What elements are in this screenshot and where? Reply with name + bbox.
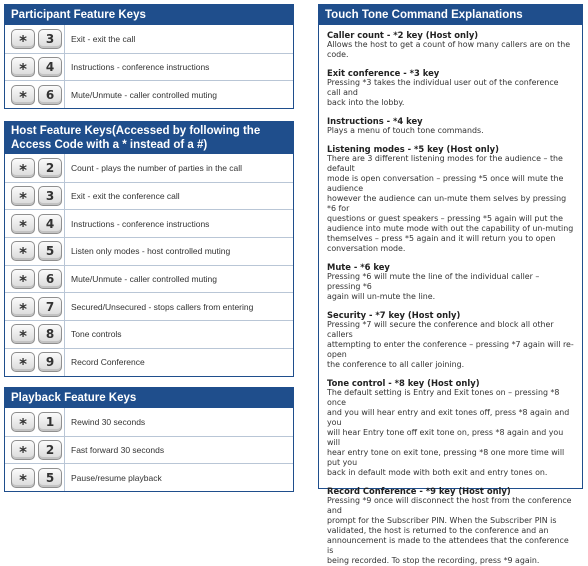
command-item (327, 144, 574, 254)
star-key-icon: * (11, 214, 35, 234)
command-text-line: audience into mute mode with out the capability of un-muting (327, 224, 574, 233)
star-key-icon: * (11, 352, 35, 372)
participant-keys-panel (4, 4, 294, 109)
star-key-icon: * (11, 29, 35, 49)
column-divider (64, 183, 65, 210)
column-divider (64, 81, 65, 108)
host-keys-list (5, 154, 293, 376)
number-key-icon: 3 (38, 29, 62, 49)
command-text-line: validated, the host is returned to the conference and an (327, 526, 549, 535)
column-divider (64, 349, 65, 376)
command-item (327, 486, 574, 566)
column-divider (64, 238, 65, 265)
key-description: Instructions - conference instructions (71, 218, 210, 229)
key-description: Instructions - conference instructions (71, 62, 210, 73)
key-description: Record Conference (71, 357, 145, 368)
number-key-icon: 4 (38, 214, 62, 234)
column-divider (64, 210, 65, 237)
key-combo (5, 29, 64, 49)
command-text-line: mode is open conversation – pressing *5 once will mute the audience (327, 174, 564, 193)
command-text-line: Pressing *9 once will disconnect the host from the conference and (327, 496, 572, 515)
host-key-row (5, 265, 293, 293)
star-key-icon: * (11, 158, 35, 178)
participant-key-row (5, 53, 293, 81)
number-key-icon: 3 (38, 186, 62, 206)
playback-keys-list (5, 408, 293, 491)
key-combo (5, 440, 64, 460)
host-key-row (5, 154, 293, 182)
command-text-line: The default setting is Entry and Exit tones on – pressing *8 once (327, 388, 560, 407)
participant-key-row (5, 80, 293, 108)
host-key-row (5, 209, 293, 237)
key-description: Exit - exit the conference call (71, 191, 180, 202)
star-key-icon: * (11, 412, 35, 432)
key-combo (5, 352, 64, 372)
command-item (327, 68, 574, 108)
number-key-icon: 1 (38, 412, 62, 432)
key-combo (5, 297, 64, 317)
star-key-icon: * (11, 241, 35, 261)
star-key-icon: * (11, 85, 35, 105)
column-divider (64, 293, 65, 320)
host-key-row (5, 182, 293, 210)
command-text-line: announcement is made to the attendees that the conference is (327, 536, 569, 555)
command-item (327, 378, 574, 478)
key-description: Secured/Unsecured - stops callers from entering (71, 301, 254, 312)
command-item (327, 30, 574, 60)
participant-keys-title: Participant Feature Keys (5, 5, 293, 25)
command-text-line: Pressing *3 takes the individual user out of the conference call and (327, 78, 559, 97)
playback-key-row (5, 408, 293, 436)
star-key-icon: * (11, 440, 35, 460)
star-key-icon: * (11, 324, 35, 344)
command-item (327, 310, 574, 370)
key-combo (5, 241, 64, 261)
command-text-line: Pressing *7 will secure the conference and block all other callers (327, 320, 554, 339)
command-title: Mute - *6 key (327, 262, 390, 272)
number-key-icon: 2 (38, 440, 62, 460)
key-description: Pause/resume playback (71, 472, 162, 483)
participant-key-row (5, 25, 293, 53)
star-key-icon: * (11, 269, 35, 289)
command-title: Listening modes - *5 key (Host only) (327, 144, 499, 154)
key-description: Mute/Unmute - caller controlled muting (71, 274, 217, 285)
host-key-row (5, 292, 293, 320)
host-key-row (5, 348, 293, 376)
participant-keys-list (5, 25, 293, 108)
command-text-line: back in default mode with both exit and entry tones on. (327, 468, 548, 477)
column-divider (64, 464, 65, 491)
star-key-icon: * (11, 297, 35, 317)
column-divider (64, 25, 65, 53)
star-key-icon: * (11, 468, 35, 488)
host-keys-title: Host Feature Keys(Accessed by following the Access Code with a * instead of a #) (5, 122, 293, 154)
column-divider (64, 321, 65, 348)
command-text-line: again will un-mute the line. (327, 292, 436, 301)
key-combo (5, 186, 64, 206)
column-divider (64, 408, 65, 436)
playback-key-row (5, 436, 293, 464)
column-divider (64, 266, 65, 293)
key-description: Listen only modes - host controlled muting (71, 246, 231, 257)
host-keys-panel (4, 121, 294, 377)
column-divider (64, 154, 65, 182)
key-description: Tone controls (71, 329, 122, 340)
command-text-line: themselves – press *5 again and it will return you to open (327, 234, 556, 243)
key-combo (5, 158, 64, 178)
command-text-line: however the audience can un-mute them selves by pressing *6 for (327, 194, 567, 213)
key-combo (5, 468, 64, 488)
number-key-icon: 9 (38, 352, 62, 372)
key-description: Count - plays the number of parties in the call (71, 162, 243, 173)
key-combo (5, 324, 64, 344)
playback-key-row (5, 463, 293, 491)
host-key-row (5, 237, 293, 265)
command-text-line: hear entry tone on exit tone, pressing *8 one more time will put you (327, 448, 565, 467)
playback-keys-panel (4, 387, 294, 492)
key-description: Mute/Unmute - caller controlled muting (71, 89, 217, 100)
key-description: Rewind 30 seconds (71, 416, 146, 427)
command-text-line: There are 3 different listening modes for the audience – the default (327, 154, 563, 173)
key-description: Fast forward 30 seconds (71, 445, 165, 456)
command-text-line: the conference to all caller joining. (327, 360, 465, 369)
command-text-line: Plays a menu of touch tone commands. (327, 126, 484, 135)
command-text-line: prompt for the Subscriber PIN. When the Subscriber PIN is (327, 516, 557, 525)
number-key-icon: 6 (38, 85, 62, 105)
command-text-line: Pressing *6 will mute the line of the individual caller – pressing *6 (327, 272, 540, 291)
command-title: Security - *7 key (Host only) (327, 310, 461, 320)
command-title: Exit conference - *3 key (327, 68, 440, 78)
column-divider (64, 437, 65, 464)
command-text-line: conversation mode. (327, 244, 406, 253)
command-text-line: will hear Entry tone off exit tone on, press *8 again and you will (327, 428, 564, 447)
key-combo (5, 269, 64, 289)
command-text-line: back into the lobby. (327, 98, 405, 107)
command-title: Caller count - *2 key (Host only) (327, 30, 479, 40)
number-key-icon: 5 (38, 468, 62, 488)
touch-tone-panel (318, 4, 583, 565)
command-title: Record Conference - *9 key (Host only) (327, 486, 511, 496)
touch-tone-title: Touch Tone Command Explanations (319, 5, 582, 25)
command-title: Instructions - *4 key (327, 116, 423, 126)
key-combo (5, 85, 64, 105)
number-key-icon: 6 (38, 269, 62, 289)
host-key-row (5, 320, 293, 348)
star-key-icon: * (11, 57, 35, 77)
number-key-icon: 8 (38, 324, 62, 344)
key-description: Exit - exit the call (71, 33, 136, 44)
command-item (327, 116, 574, 136)
command-text-line: questions or guest speakers – pressing *5 again will put the (327, 214, 563, 223)
command-text-line: and you will hear entry and exit tones off, press *8 again and you (327, 408, 570, 427)
touch-tone-list (319, 25, 582, 566)
number-key-icon: 4 (38, 57, 62, 77)
column-divider (64, 54, 65, 81)
number-key-icon: 5 (38, 241, 62, 261)
key-combo (5, 214, 64, 234)
command-text-line: attempting to enter the conference – pressing *7 again will re-open (327, 340, 574, 359)
command-text-line: Allows the host to get a count of how many callers are on the code. (327, 40, 571, 59)
number-key-icon: 7 (38, 297, 62, 317)
number-key-icon: 2 (38, 158, 62, 178)
key-combo (5, 57, 64, 77)
star-key-icon: * (11, 186, 35, 206)
command-title: Tone control - *8 key (Host only) (327, 378, 480, 388)
key-combo (5, 412, 64, 432)
playback-keys-title: Playback Feature Keys (5, 388, 293, 408)
command-item (327, 262, 574, 302)
command-text-line: being recorded. To stop the recording, press *9 again. (327, 556, 540, 565)
